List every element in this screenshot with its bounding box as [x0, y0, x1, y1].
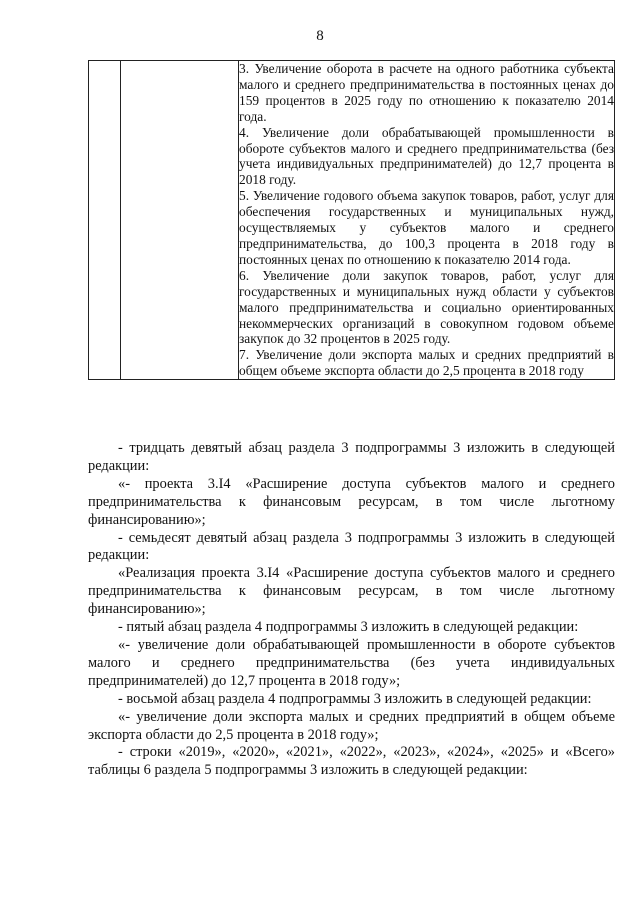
- amendment-quote: «Реализация проекта 3.I4 «Расширение доступа субъектов малого и среднего предпринимательства к финансовым ресурсам, в том числе льготному финансированию»;: [88, 565, 615, 618]
- page-number: 8: [316, 28, 324, 44]
- amendment-quote: «- проекта 3.I4 «Расширение доступа субъектов малого и среднего предпринимательства к финансовым ресурсам, в том числе льготному финансированию»;: [88, 475, 615, 528]
- amendment-quote: «- увеличение доли экспорта малых и средних предприятий в общем объеме экспорта области до 2,5 процента в 2018 году»;: [88, 708, 615, 743]
- amendment-paragraph: - семьдесят девятый абзац раздела 3 подпрограммы 3 изложить в следующей редакции:: [88, 529, 615, 564]
- indicator-item-4: 4. Увеличение доли обрабатывающей промышленности в обороте субъектов малого и среднего предпринимательства (без учета индивидуальных предпринимателей) до 12,7 процента в 2018 году.: [239, 124, 614, 188]
- table-row: [89, 61, 615, 380]
- indicator-item-6: 6. Увеличение доли закупок товаров, работ, услуг для государственных и муниципальных нужд области у субъектов малого предпринимательства и социально ориентированных некоммерческих организаций в совокупном годовом объеме закупок до 32 процентов в 2025 году.: [239, 267, 614, 347]
- amendment-paragraph: - пятый абзац раздела 4 подпрограммы 3 изложить в следующей редакции:: [118, 619, 579, 636]
- indicator-item-3: 3. Увеличение оборота в расчете на одного работника субъекта малого и среднего предпринимательства в постоянных ценах до 159 процентов в 2025 году по отношению к показателю 2014 года.: [239, 61, 614, 124]
- amendment-paragraph: - тридцать девятый абзац раздела 3 подпрограммы 3 изложить в следующей редакции:: [88, 440, 615, 474]
- table-cell-indicators: [239, 61, 615, 380]
- amendment-paragraph: - строки «2019», «2020», «2021», «2022», «2023», «2024», «2025» и «Всего» таблицы 6 раздела 5 подпрограммы 3 изложить в следующей редакции:: [88, 744, 615, 779]
- table-cell-empty-2: [121, 61, 239, 380]
- indicators-table: [88, 60, 615, 380]
- indicator-item-5: 5. Увеличение годового объема закупок товаров, работ, услуг для обеспечения государственных и муниципальных нужд, осуществляемых у субъектов малого и среднего предпринимательства, до 100,3 процента в 2018 году в постоянных ценах по отношению к показателю 2014 года.: [239, 188, 614, 267]
- amendment-paragraph: - восьмой абзац раздела 4 подпрограммы 3 изложить в следующей редакции:: [118, 690, 592, 707]
- table-cell-empty-1: [89, 61, 121, 380]
- amendment-text: [88, 440, 615, 780]
- indicator-item-7: 7. Увеличение доли экспорта малых и средних предприятий в общем объеме экспорта области до 2,5 процента в 2018 году: [239, 347, 614, 379]
- amendment-quote: «- увеличение доли обрабатывающей промышленности в обороте субъектов малого и среднего предпринимательства (без учета индивидуальных предпринимателей) до 12,7 процента в 2018 году»;: [88, 636, 615, 689]
